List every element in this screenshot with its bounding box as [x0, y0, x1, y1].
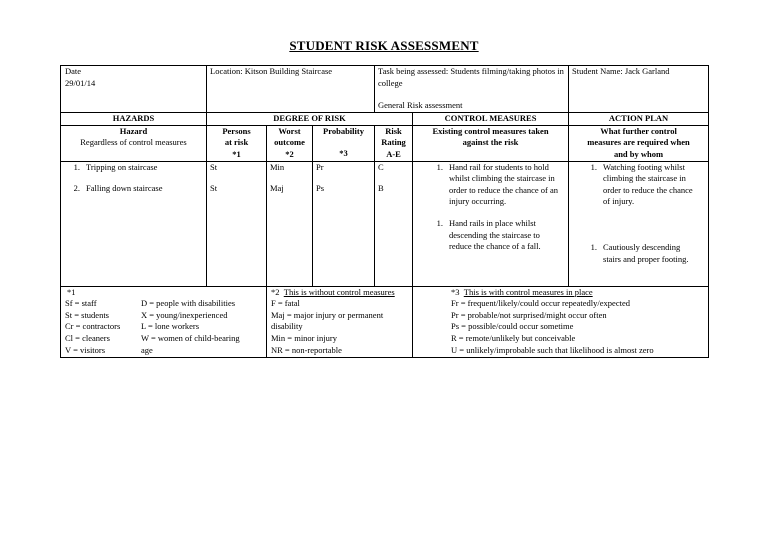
- list-item: [427, 218, 562, 253]
- legend-line: [65, 310, 263, 322]
- date-cell: [61, 66, 207, 113]
- persons-cell: [207, 161, 267, 286]
- persons-value: St: [210, 183, 218, 194]
- page-title: STUDENT RISK ASSESSMENT: [289, 38, 479, 53]
- legend-code: L = lone workers: [141, 321, 200, 332]
- action-number: 1.: [590, 161, 598, 172]
- list-item: [64, 162, 203, 174]
- control-number: 1.: [436, 161, 444, 172]
- risk-assessment-table: [60, 65, 709, 358]
- worst-ref: *2: [285, 148, 294, 159]
- probability-cell: [313, 161, 375, 286]
- legend-line: [65, 345, 263, 357]
- student-name: Student Name: Jack Garland: [572, 66, 670, 76]
- legend-title: This is without control measures: [283, 286, 395, 297]
- persons-line-2: at risk: [224, 137, 249, 148]
- rating-value: B: [378, 183, 384, 194]
- info-row: [61, 66, 709, 113]
- persons-value: St: [210, 161, 218, 172]
- rating-value: C: [378, 161, 384, 172]
- spacer: [316, 173, 371, 183]
- controls-list: [427, 162, 562, 253]
- list-item: [64, 183, 203, 195]
- legend-item: Min = minor injury: [271, 332, 337, 343]
- legend-ref: *3: [451, 286, 460, 297]
- hazard-column-header: [61, 125, 207, 161]
- outcome-cell: [267, 161, 313, 286]
- column-header-row: [61, 125, 709, 161]
- actions-cell: [569, 161, 709, 286]
- spacer: [210, 173, 263, 183]
- control-text: Hand rail for students to hold whilst climbing the staircase in order to reduce the chance of an injury occurring.: [449, 161, 559, 207]
- hazard-list-cell: [61, 161, 207, 286]
- probability-value: Pr: [316, 161, 324, 172]
- degree-header: DEGREE OF RISK: [207, 112, 413, 125]
- assessment-body-row: [61, 161, 709, 286]
- task-text: Task being assessed: Students filming/taking photos in college: [378, 66, 564, 88]
- legend-code: St = students: [65, 309, 109, 320]
- controls-cell: [413, 161, 569, 286]
- legend-code: Cl = cleaners: [65, 332, 110, 343]
- date-label: Date: [65, 66, 82, 76]
- rating-line-3: A-E: [386, 148, 401, 159]
- hazard-number: 1.: [73, 161, 80, 172]
- legend-line: [65, 321, 263, 333]
- spacer: [378, 173, 409, 183]
- worst-line-2: outcome: [274, 137, 305, 148]
- task-extra-text: General Risk assessment: [378, 100, 463, 111]
- legend-code: age: [141, 344, 153, 355]
- existing-line-2: against the risk: [462, 137, 519, 148]
- further-line-3: and by whom: [613, 148, 664, 159]
- further-line-2: measures are required when: [587, 137, 690, 148]
- list-item: [427, 162, 562, 208]
- action-text: Watching footing whilst climbing the staircase in order to reduce the chance of injury.: [603, 161, 693, 207]
- location-text: Location: Kitson Building Staircase: [210, 66, 333, 76]
- legend-code: D = people with disabilities: [141, 298, 236, 309]
- hazards-header: HAZARDS: [61, 112, 207, 125]
- hazard-text: Tripping on staircase: [86, 161, 158, 172]
- legend-item: Fr = frequent/likely/could occur repeatedly/expected: [451, 298, 630, 309]
- rating-line-1: Risk: [385, 125, 402, 136]
- existing-controls-header: [413, 125, 569, 161]
- legend-title: This is with control measures in place: [463, 286, 593, 297]
- probability-value: Ps: [316, 183, 325, 194]
- legend-code: Cr = contractors: [65, 321, 121, 332]
- hazard-label: Hazard: [119, 125, 148, 136]
- list-item: [581, 242, 700, 265]
- persons-column-header: [207, 125, 267, 161]
- persons-ref: *1: [232, 148, 241, 159]
- further-line-1: What further control: [600, 125, 677, 136]
- probability-column-header: [313, 125, 375, 161]
- control-text: Hand rails in place whilst descending the staircase to reduce the chance of a fall.: [449, 217, 541, 252]
- location-cell: [207, 66, 375, 113]
- hazard-note: Regardless of control measures: [80, 137, 187, 148]
- task-cell: [375, 66, 569, 113]
- student-cell: [569, 66, 709, 113]
- legend-row: [61, 286, 709, 357]
- legend-ref: *2: [271, 286, 280, 297]
- legend-outcome: [267, 286, 413, 357]
- legend-persons: [61, 286, 267, 357]
- hazard-number: 2.: [73, 183, 80, 194]
- section-header-row: [61, 112, 709, 125]
- legend-code: W = women of child-bearing: [141, 332, 240, 343]
- legend-heading: [451, 287, 705, 299]
- action-number: 1.: [590, 241, 598, 252]
- list-spacer: [64, 173, 203, 183]
- action-header: ACTION PLAN: [569, 112, 709, 125]
- date-value: 29/01/14: [65, 77, 96, 88]
- rating-cell: [375, 161, 413, 286]
- legend-line: [65, 333, 263, 345]
- legend-item: Pr = probable/not surprised/might occur often: [451, 309, 607, 320]
- further-controls-header: [569, 125, 709, 161]
- legend-item: Maj = major injury or permanent disability: [271, 309, 384, 332]
- control-number: 1.: [436, 217, 444, 228]
- control-header: CONTROL MEASURES: [413, 112, 569, 125]
- hazard-text: Falling down staircase: [86, 183, 163, 194]
- list-spacer: [427, 208, 562, 218]
- outcome-value: Min: [270, 161, 285, 172]
- actions-list: [581, 162, 700, 266]
- legend-item: F = fatal: [271, 298, 300, 309]
- rating-line-2: Rating: [381, 137, 406, 148]
- legend-line: [65, 298, 263, 310]
- probability-ref: *3: [339, 148, 348, 159]
- outcome-value: Maj: [270, 183, 284, 194]
- existing-line-1: Existing control measures taken: [432, 125, 549, 136]
- legend-code: Sf = staff: [65, 298, 97, 309]
- persons-line-1: Persons: [222, 125, 251, 136]
- legend-code: V = visitors: [65, 344, 106, 355]
- outcome-column-header: [267, 125, 313, 161]
- worst-line-1: Worst: [278, 125, 301, 136]
- legend-item: NR = non-reportable: [271, 344, 342, 355]
- legend-ref: *1: [67, 286, 76, 297]
- legend-item: U = unlikely/improbable such that likelihood is almost zero: [451, 344, 654, 355]
- hazard-list: [64, 162, 203, 195]
- action-text: Cautiously descending stairs and proper footing.: [603, 241, 689, 264]
- rating-column-header: [375, 125, 413, 161]
- list-spacer: [581, 208, 700, 242]
- legend-item: Ps = possible/could occur sometime: [451, 321, 574, 332]
- legend-item: R = remote/unlikely but conceivable: [451, 332, 576, 343]
- legend-heading: [271, 287, 409, 299]
- legend-probability: [413, 286, 709, 357]
- probability-label: Probability: [323, 125, 364, 136]
- legend-code: X = young/inexperienced: [141, 309, 228, 320]
- list-item: [581, 162, 700, 208]
- spacer: [270, 173, 309, 183]
